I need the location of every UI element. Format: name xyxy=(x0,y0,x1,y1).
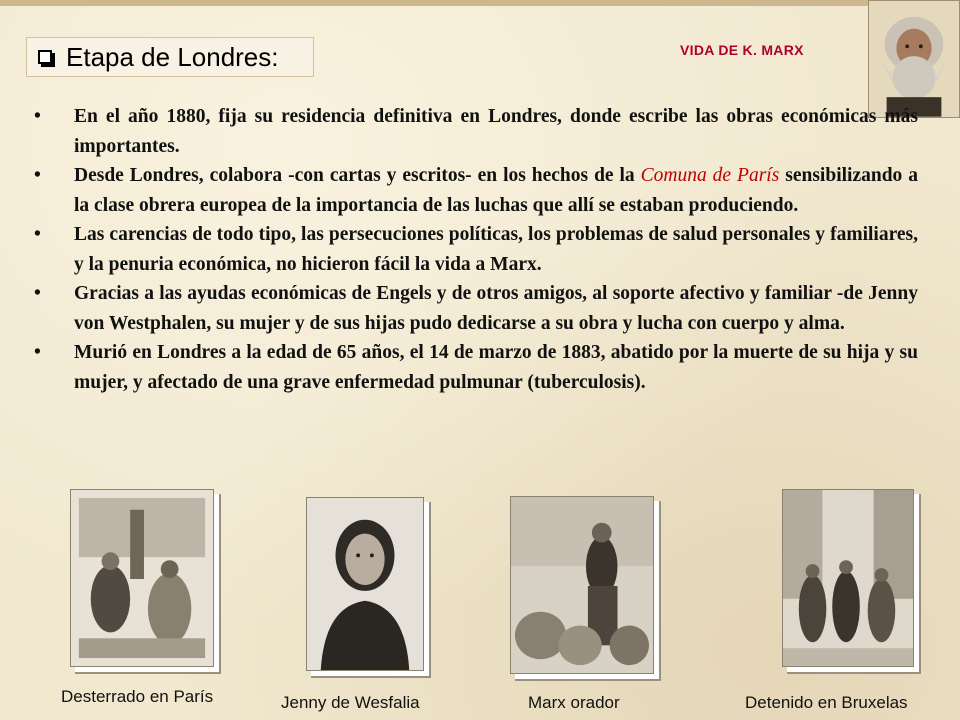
marx-speech-image xyxy=(511,497,653,673)
bullet-text: Las carencias de todo tipo, las persecuciones políticas, los problemas de salud personales y familiares, y la penuria económica, no hicieron fácil la vida a Marx. xyxy=(74,224,918,275)
bullet-dot: • xyxy=(34,165,41,186)
arrest-scene-image xyxy=(783,490,913,666)
header-label: VIDA DE K. MARX xyxy=(680,42,804,58)
engraving-scene-image xyxy=(71,490,213,666)
section-title-colon: : xyxy=(271,41,279,72)
bullet-dot: • xyxy=(34,224,41,245)
bullet-item xyxy=(30,161,918,220)
portrait-image xyxy=(869,1,959,117)
photo-desterrado-en-paris xyxy=(70,489,214,667)
bullet-text-after: sensibilizando a la clase obrera europea de la importancia de las luchas que allí se estaban produciendo. xyxy=(74,165,918,216)
bullet-dot: • xyxy=(34,342,41,363)
bullet-item xyxy=(30,338,918,397)
section-title-box xyxy=(26,37,314,77)
section-title: Etapa de Londres xyxy=(66,41,272,72)
bullet-text: En el año 1880, fija su residencia definitiva en Londres, donde escribe las obras económicas más importantes. xyxy=(74,106,918,157)
checkbox-bullet-icon xyxy=(38,50,52,64)
jenny-portrait-image xyxy=(307,498,423,670)
photo-jenny-de-wesfalia xyxy=(306,497,424,671)
caption-jenny-de-wesfalia: Jenny de Wesfalia xyxy=(281,693,420,712)
bullet-dot: • xyxy=(34,106,41,127)
bullet-text: Murió en Londres a la edad de 65 años, el 14 de marzo de 1883, abatido por la muerte de su hija y su mujer, y afectado de una grave enfermedad pulmunar (tuberculosis). xyxy=(74,342,918,393)
bullet-text: Gracias a las ayudas económicas de Engels y de otros amigos, al soporte afectivo y familiar -de Jenny von Westphalen, su mujer y de sus hijas pudo dedicarse a su obra y lucha con cuerpo y alma. xyxy=(74,283,918,334)
bullet-dot: • xyxy=(34,283,41,304)
marx-portrait xyxy=(868,0,960,118)
comuna-de-paris-highlight: Comuna de París xyxy=(640,165,780,186)
caption-desterrado-en-paris: Desterrado en París xyxy=(61,687,214,706)
photo-detenido-en-bruxelas xyxy=(782,489,914,667)
caption-detenido-en-bruxelas: Detenido en Bruxelas xyxy=(745,693,908,712)
caption-marx-orador: Marx orador xyxy=(528,693,620,712)
photo-marx-orador xyxy=(510,496,654,674)
bullet-item xyxy=(30,279,918,338)
bullet-list xyxy=(30,102,918,397)
bullet-item xyxy=(30,102,918,161)
bullet-text-before: Desde Londres, colabora -con cartas y escritos- en los hechos de la xyxy=(74,165,641,186)
bullet-item xyxy=(30,220,918,279)
top-border xyxy=(0,0,960,6)
